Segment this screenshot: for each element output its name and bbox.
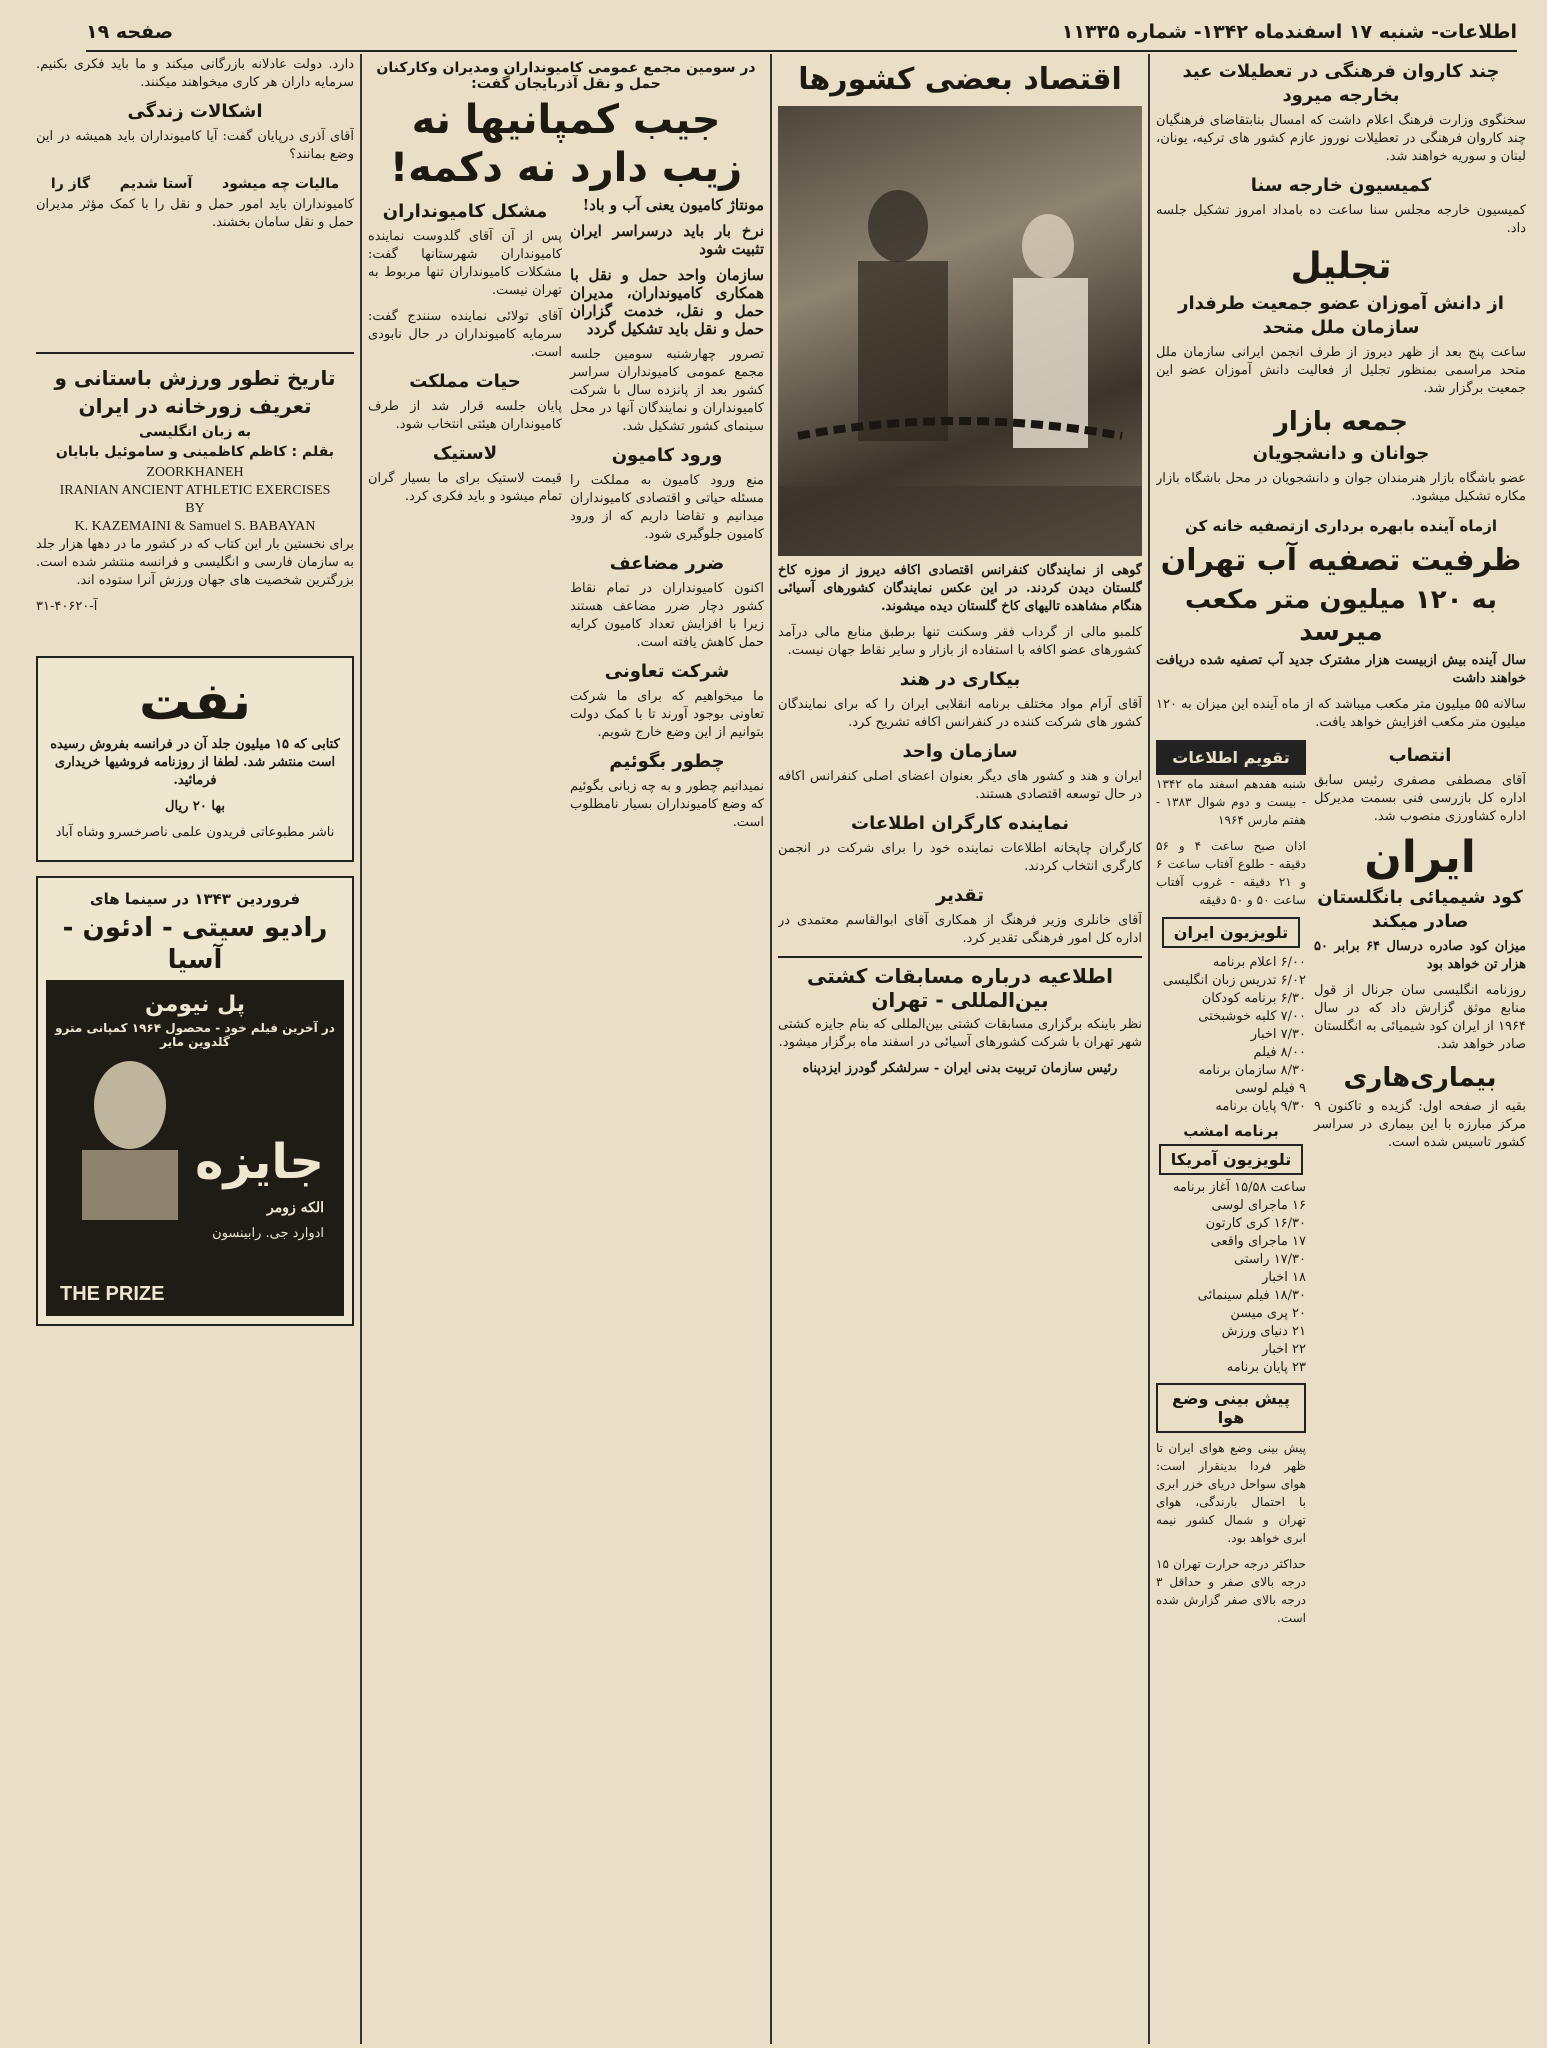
weather-forecast: پیش بینی وضع هوای ایران تا ظهر فردا بدینقرار است: هوای سواحل دریای خزر ابری با احتمال بارندگی، هوای تهران و شمال کشور نیمه ابری خواهد بود. <box>1156 1441 1306 1545</box>
movie-tagline: در آخرین فیلم خود - محصول ۱۹۶۴ کمپانی مترو گلدوین مایر <box>55 1021 335 1049</box>
subhead-tire: لاستیک <box>432 443 498 464</box>
tv2-schedule <box>1156 1179 1306 1377</box>
book-en-sub: IRANIAN ANCIENT ATHLETIC EXERCISES <box>59 483 331 498</box>
center-left-column <box>368 56 764 2041</box>
weather-temps: حداکثر درجه حرارت تهران ۱۵ درجه بالای صفر و حداقل ۳ درجه بالای صفر گزارش شده است. <box>1156 1557 1306 1625</box>
article-loss: اکنون کامیونداران در تمام نقاط کشور دچار ضرر مضاعف هستند زیرا با افزایش تعداد کامیون کرایه حمل کاهش یافته است. <box>570 581 764 650</box>
poster-portrait <box>60 1050 200 1220</box>
article-transport: کامیونداران باید امور حمل و نقل را با کمک مؤثر مدیران حمل و نقل سامان بخشند. <box>36 197 354 230</box>
book-authors: بقلم : کاظم کاظمینی و ساموئیل بابایان <box>55 444 335 460</box>
tv2-item: ۱۷ ماجرای واقعی <box>1210 1234 1306 1249</box>
calendar-box <box>1156 740 1306 775</box>
article-life: پایان جلسه قرار شد از طرف کامیونداران هیئتی انتخاب شود. <box>368 399 562 432</box>
book-en-title: ZOORKHANEH <box>146 465 244 480</box>
tv2-item: ۱۶ ماجرای لوسی <box>1211 1198 1306 1213</box>
tv-item: ۷/۰۰ کلبه خوشبختی <box>1198 1009 1306 1024</box>
lead-item: مونتاژ کامیون یعنی آب و باد! <box>582 196 764 214</box>
headline-appointment: انتصاب <box>1388 745 1452 766</box>
article-iran: روزنامه انگلیسی سان جرنال از قول منابع موثق گزارش داد که در سال ۱۹۶۴ از ایران کود شیمیائی به انگلستان صادر خواهد شد. <box>1314 983 1526 1052</box>
headline-friday-market: جمعه بازار <box>1273 407 1409 437</box>
movie-poster <box>46 980 344 1316</box>
subhead-tax: مالیات چه میشود <box>222 176 340 192</box>
column-rule <box>360 54 362 2044</box>
book-body: برای نخستین بار این کتاب که در کشور ما در دهها هزار جلد به سازمان فارسی و انگلیسی و فرانسه منتشر شده است. بزرگترین شخصیت های جهان ورزش آنرا ستوده اند. <box>36 537 354 588</box>
subhead-how: چطور بگوئیم <box>609 751 725 772</box>
right-column <box>1156 56 1526 2041</box>
oil-ad-publisher: ناشر مطبوعاتی فریدون علمی ناصرخسرو وشاه آباد <box>55 825 335 840</box>
article-india: آقای آرام مواد مختلف برنامه انقلابی ایران را که برای نمایندگان کشور های شرکت کننده در کنفرانس اکافه تشریح کرد. <box>778 697 1142 730</box>
tv2-item: ۱۶/۳۰ کری کارتون <box>1205 1216 1306 1231</box>
headline-economy: اقتصاد بعضی کشورها <box>798 62 1122 97</box>
article-appreciation: آقای خانلری وزیر فرهنگ از همکاری آقای ابوالقاسم معتمدی در اداره کل امور فرهنگی تقدیر کرد. <box>778 913 1142 946</box>
lead-item: سازمان واحد حمل و نقل با همکاری کامیونداران، مدیران حمل و نقل، خدمت گزاران حمل و نقل باید تشکیل گردد <box>570 266 764 338</box>
headline-rabies: بیماری‌هاری <box>1343 1063 1497 1093</box>
headline-appreciation: تقدیر <box>935 885 985 906</box>
article-caravans: سخنگوی وزارت فرهنگ اعلام داشت که امسال بنابتقاضای فرهنگیان چند کاروان فرهنگی در تعطیلات نوروز عازم کشور های ترکیه، یونان، لبنان و سوریه خواهند شد. <box>1156 113 1526 164</box>
article-continued: دارد. دولت عادلانه بازرگانی میکند و ما باید فکری بکنیم. سرمایه داران هر کاری میخواهند میکنند. <box>36 57 354 90</box>
subhead-friday-market: جوانان و دانشجویان <box>1252 443 1430 464</box>
tv-item: ۹ فیلم لوسی <box>1235 1081 1306 1096</box>
tv2-item: ۱۸/۳۰ فیلم سینمائی <box>1197 1288 1306 1303</box>
subhead-import: ورود کامیون <box>611 445 723 466</box>
article-appointment: آقای مصطفی مصفری رئیس سابق اداره کل بازرسی فنی بسمت مدیرکل اداره کشاورزی منصوب شد. <box>1314 773 1526 824</box>
center-right-column <box>778 56 1142 2041</box>
article-economy: کلمبو مالی از گرداب فقر وسکنت تنها برطبق منابع مالی درآمد کشورهای عضو اکافه با استفاده از بازار و سایر نقاط جهان نیست. <box>778 625 1142 658</box>
tv2-item: ۱۷/۳۰ راستی <box>1234 1252 1306 1267</box>
article-import: منع ورود کامیون به مملکت را مسئله حیاتی و اقتصادی کامیونداران میدانیم و تقاضا داریم که از ورود کامیون جلوگیری شود. <box>570 473 764 542</box>
column-rule <box>770 54 772 2044</box>
bullet-iran: میزان کود صادره درسال ۶۴ برابر ۵۰ هزار تن خواهد بود <box>1314 939 1526 972</box>
movie-ad-cinemas: رادیو سیتی - ادئون - آسیا <box>62 913 328 975</box>
calendar-date: شنبه هفدهم اسفند ماه ۱۳۴۲ - بیست و دوم شوال ۱۳۸۳ - هفتم مارس ۱۹۶۴ <box>1156 777 1306 827</box>
movie-star: پل نیومن <box>144 992 245 1017</box>
movie-title: جایزه <box>195 1134 324 1190</box>
headline-iran: ایران <box>1364 832 1476 883</box>
tv-item: ۶/۰۲ تدریس زبان انگلیسی <box>1162 973 1306 988</box>
conference-photo <box>778 106 1142 556</box>
movie-ad-date: فروردین ۱۳۴۳ در سینما های <box>89 890 301 908</box>
article-organization: ایران و هند و کشور های دیگر بعنوان اعضای اصلی کنفرانس اکافه در حال توسعه اقتصادی هستند. <box>778 769 1142 802</box>
article-friday-market: عضو باشگاه بازار هنرمندان جوان و دانشجویان در محل باشگاه بازار مکاره تشکیل میشود. <box>1156 471 1526 504</box>
calendar-title: تقویم اطلاعات <box>1172 748 1290 767</box>
tonight-label: برنامه امشب <box>1183 1122 1279 1140</box>
left-column <box>36 56 354 2041</box>
book-en-authors: K. KAZEMAINI & Samuel S. BABAYAN <box>74 519 316 534</box>
page-number: صفحه ۱۹ <box>86 21 174 43</box>
headline-senate: کمیسیون خارجه سنا <box>1250 175 1432 196</box>
article-problem: پس از آن آقای گلدوست نماینده کامیونداران شهرستانها گفت: مشکلات کامیونداران تنها مربوط به تهران نیست. <box>368 229 562 298</box>
subhead-water: به ۱۲۰ میلیون متر مکعب میرسد <box>1184 585 1498 647</box>
headline-trucks: جیب کمپانیها نه زیب دارد نه دکمه! <box>389 97 743 191</box>
headline-workers-rep: نماینده کارگران اطلاعات <box>851 813 1069 834</box>
article-water: سالانه ۵۵ میلیون متر مکعب میباشد که از ماه آینده این میزان به ۱۲۰ میلیون متر مکعب افزایش خواهد یافت. <box>1156 697 1526 730</box>
oil-ad-title: نفت <box>139 672 251 732</box>
tv-item: ۶/۰۰ اعلام برنامه <box>1212 955 1306 970</box>
weather-logo: پیش بینی وضع هوا <box>1156 1383 1306 1433</box>
article-wrestling: نظر باینکه برگزاری مسابقات کشتی بین‌المللی که بنام جایزه کشتی شهر تهران با شرکت کشورهای آسیائی در اسفند ماه برگزار میشود. <box>778 1017 1142 1050</box>
headline-wrestling: اطلاعیه درباره مسابقات کشتی بین‌المللی - تهران <box>778 956 1142 1012</box>
tv2-item: ۲۰ پری میسن <box>1230 1306 1306 1321</box>
movie-ad <box>36 876 354 1326</box>
article-coop: ما میخواهیم که برای ما شرکت تعاونی بوجود آورند تا با کمک دولت بتوانیم از این وضع خارج شویم. <box>570 689 764 740</box>
headline-water: ظرفیت تصفیه آب تهران <box>1160 543 1522 578</box>
masthead <box>86 14 1517 52</box>
tv-item: ۶/۳۰ برنامه کودکان <box>1201 991 1306 1006</box>
tv2-logo: تلویزیون آمریکا <box>1159 1144 1303 1175</box>
kicker-water: ازماه آینده بابهره برداری ازتصفیه خانه کن <box>1184 517 1498 535</box>
date-line: اطلاعات- شنبه ۱۷ اسفندماه ۱۳۴۲- شماره ۱۱۳۳۵ <box>1061 21 1517 43</box>
movie-en-title: THE PRIZE <box>60 1283 165 1305</box>
subhead-loss: ضرر مضاعف <box>609 553 725 574</box>
photo-caption: گوهی از نمایندگان کنفرانس اقتصادی اکافه دیروز از موزه کاخ گلستان دیدن کردند. در این عکس نمایندگان کشورهای آسیائی هنگام مشاهده تالیهای کاخ گلستان دیده میشوند. <box>778 563 1142 614</box>
movie-cast: ادوارد جی. رابینسون <box>212 1226 324 1241</box>
book-title: تاریخ تطور ورزش باستانی و تعریف زورخانه در ایران <box>54 366 336 418</box>
headline-caravans: چند کاروان فرهنگی در تعطیلات عید بخارجه میرود <box>1182 61 1500 106</box>
tv-item: ۷/۳۰ اخبار <box>1250 1027 1306 1042</box>
calendar-times: اذان صبح ساعت ۴ و ۵۶ دقیقه - طلوع آفتاب ساعت ۶ و ۲۱ دقیقه - غروب آفتاب ساعت ۵۰ و ۵۰ دقیقه <box>1156 839 1306 907</box>
movie-costar: الکه زومر <box>266 1200 324 1216</box>
oil-ad-price: بها ۲۰ ریال <box>165 799 225 814</box>
subhead-life: حیات مملکت <box>409 371 521 392</box>
photo-figures <box>778 106 1142 556</box>
subhead-india: بیکاری در هند <box>899 669 1021 690</box>
column-rule <box>1148 54 1150 2044</box>
bullet-water: سال آینده بیش ازبیست هزار مشترک جدید آب تصفیه شده دریافت خواهند داشت <box>1156 653 1526 686</box>
wrestling-signature: رئیس سازمان تربیت بدنی ایران - سرلشکر گودرز ایزدپناه <box>802 1061 1118 1076</box>
subhead-coop: شرکت تعاونی <box>604 661 730 682</box>
tv-item: ۸/۰۰ فیلم <box>1253 1045 1306 1060</box>
book-en-by: BY <box>185 501 205 516</box>
tv-logo: تلویزیون ایران <box>1162 917 1300 948</box>
tv2-item: ۲۱ دنیای ورزش <box>1221 1324 1306 1339</box>
article-sanandaj: آقای تولائی نماینده سنندج گفت: سرمایه کامیونداران در حال نابودی است. <box>368 309 562 360</box>
article-how: نمیدانیم چطور و به چه زبانی بگوئیم که وضع کامیونداران بسیار نامطلوب است. <box>570 779 764 830</box>
article-rabies: بقیه از صفحه اول: گزیده و تاکنون ۹ مرکز مبارزه با این بیماری در سراسر کشور تاسیس شده است. <box>1314 1099 1526 1150</box>
lead-item: نرخ بار باید درسراسر ایران تثبیت شود <box>570 222 764 258</box>
book-english-block <box>36 464 354 536</box>
tv2-item: ۲۲ اخبار <box>1262 1342 1306 1357</box>
tv2-item: ۲۳ پایان برنامه <box>1226 1360 1306 1375</box>
subhead-aware: آستا شدیم <box>119 176 193 192</box>
book-language: به زبان انگلیسی <box>138 424 252 440</box>
subhead-tribute: از دانش آموزان عضو جمعیت طرفدار سازمان ملل متحد <box>1178 293 1504 338</box>
tv2-item: ساعت ۱۵/۵۸ آغاز برنامه <box>1172 1180 1306 1195</box>
tv2-item: ۱۸ اخبار <box>1262 1270 1306 1285</box>
subhead-life-issues: اشکالات زندگی <box>127 101 263 122</box>
article-trucks: تصرور چهارشنبه سومین جلسه مجمع عمومی کامیونداران سراسر کشور بعد از پانزده سال با شرکت کامیونداران و نمایندگان آنها در محل سینمای کشور تشکیل شد. <box>570 347 764 434</box>
headline-tribute: تجلیل <box>1290 246 1392 287</box>
article-senate: کمیسیون خارجه مجلس سنا ساعت ده بامداد امروز تشکیل جلسه داد. <box>1156 203 1526 236</box>
article-tire: قیمت لاستیک برای ما بسیار گران تمام میشود و باید فکری کرد. <box>368 471 562 504</box>
article-tribute: ساعت پنج بعد از ظهر دیروز از طرف انجمن ایرانی سازمان ملل متحد مراسمی بمنظور تجلیل از فعالیت دانش آموزان عضو این جمعیت برگزار شد. <box>1156 345 1526 396</box>
subhead-gas: گاز را <box>50 176 91 192</box>
tv-schedule <box>1156 954 1306 1116</box>
subhead-organization: سازمان واحد <box>902 741 1018 762</box>
subhead-iran: کود شیمیائی بانگلستان صادر میکند <box>1317 887 1523 932</box>
book-article <box>36 352 354 616</box>
article-life-issues: آقای آذری درپایان گفت: آیا کامیونداران باید همیشه در این وضع بمانند؟ <box>36 129 354 162</box>
oil-ad-body: کتابی که ۱۵ میلیون جلد آن در فرانسه بفروش رسیده است منتشر شد. لطفا از روزنامه فروشیها خریداری فرمائید. <box>50 737 340 788</box>
subhead-problem: مشکل کامیونداران <box>382 201 548 222</box>
kicker-trucks: در سومین مجمع عمومی کامیونداران ومدیران وکارکنان حمل و نقل آذربایجان گفت: <box>376 60 756 92</box>
book-ref: آ-۴۰۶۲۰-۳۱ <box>36 599 98 614</box>
article-workers-rep: کارگران چاپخانه اطلاعات نماینده خود را برای شرکت در انجمن کارگری انتخاب کردند. <box>778 841 1142 874</box>
oil-book-ad <box>36 656 354 862</box>
tv-item: ۸/۳۰ سازمان برنامه <box>1198 1063 1306 1078</box>
tv-item: ۹/۳۰ پایان برنامه <box>1215 1099 1306 1114</box>
